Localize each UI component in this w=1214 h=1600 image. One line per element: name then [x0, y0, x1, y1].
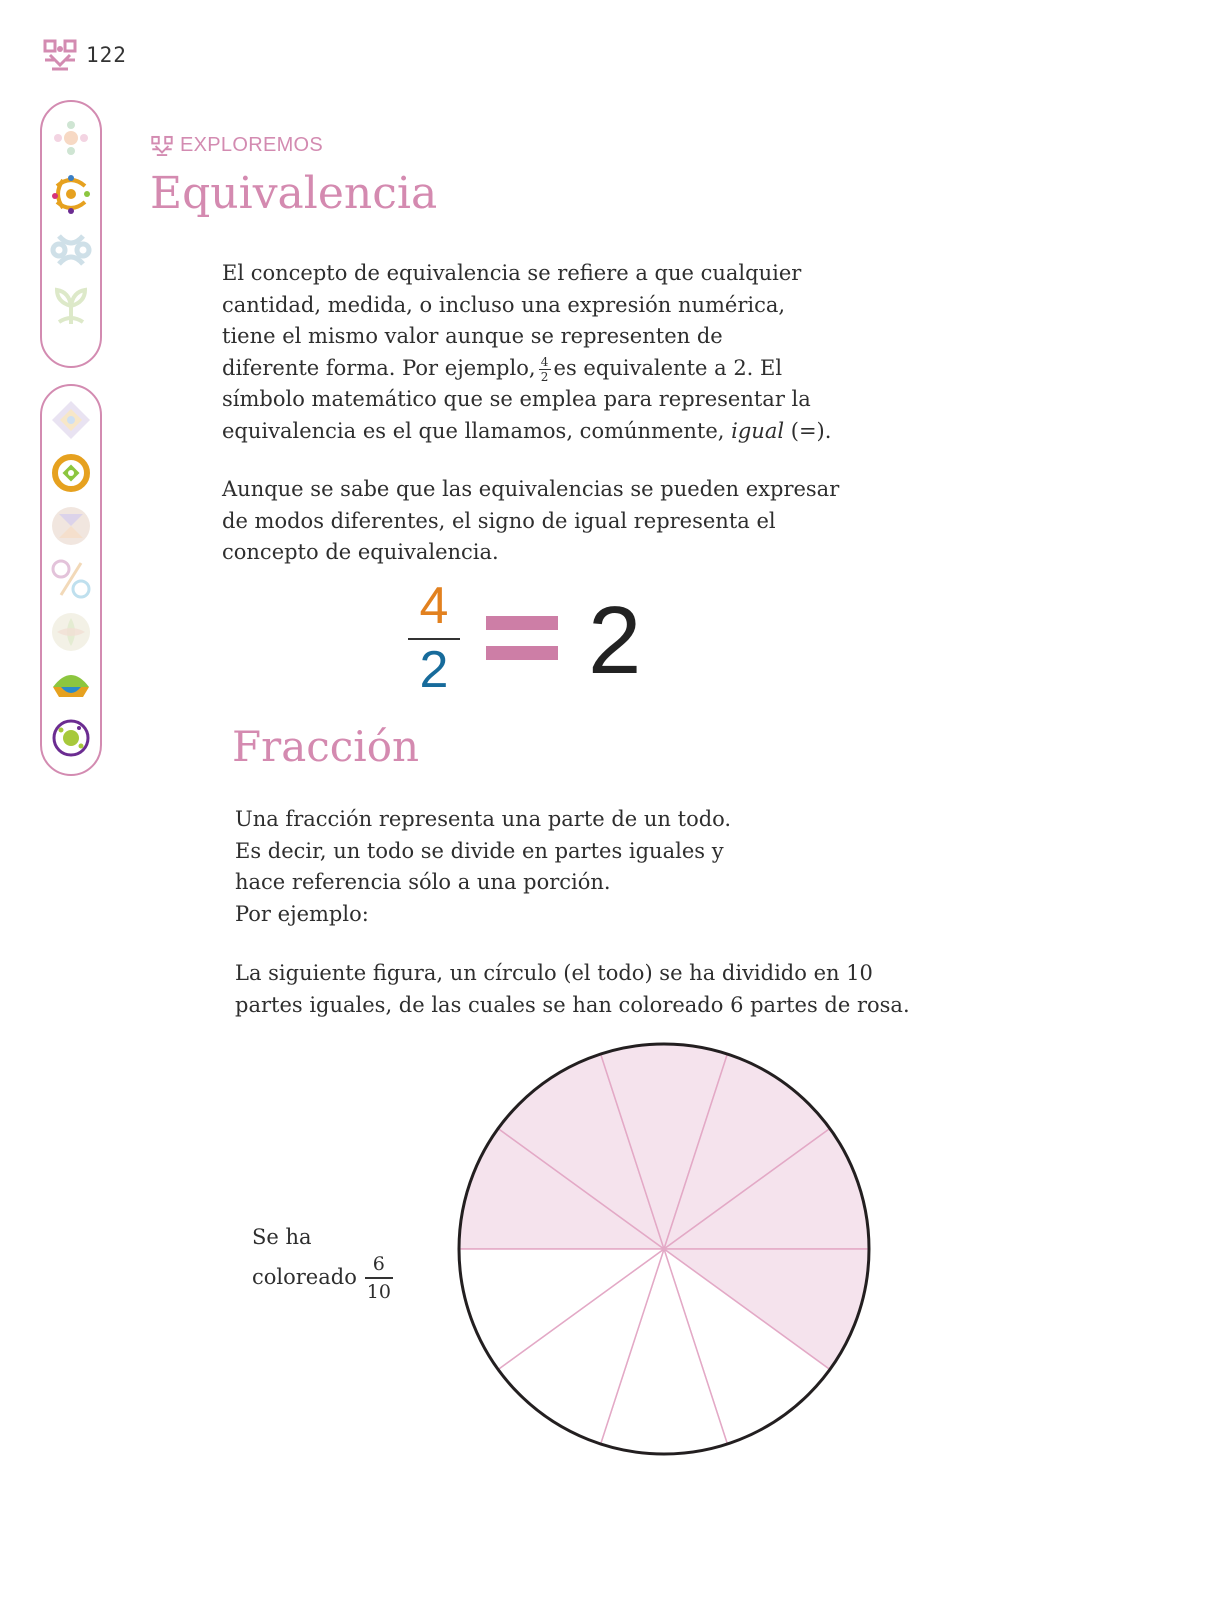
- text-segment: equivalencia es el que llamamos, comúnmente,: [222, 418, 725, 443]
- text-line: Aunque se sabe que las equivalencias se pueden expresar: [222, 477, 840, 501]
- shaded-fraction-denominator: 10: [366, 1280, 391, 1303]
- shaded-label-row: [252, 1253, 393, 1303]
- shaded-label-line1: Se ha: [252, 1225, 312, 1249]
- ring-target-icon[interactable]: [49, 451, 93, 495]
- flower-seed-icon[interactable]: [49, 116, 93, 160]
- equal-sign-bar-top: [486, 616, 558, 630]
- inline-fraction: [539, 356, 551, 383]
- shaded-fraction: [365, 1253, 393, 1303]
- text-line: hace referencia sólo a una porción.: [235, 870, 611, 894]
- text-line: El concepto de equivalencia se refiere a que cualquier: [222, 261, 802, 285]
- section-label-text: EXPLOREMOS: [180, 134, 324, 156]
- globe-half-icon[interactable]: [49, 663, 93, 707]
- big-fraction: [408, 578, 460, 698]
- sprout-icon[interactable]: [49, 284, 93, 328]
- text-line: tiene el mismo valor aunque se representen de: [222, 324, 723, 348]
- text-line-with-italic: [222, 416, 922, 448]
- sidebar-rail-top: [40, 100, 102, 368]
- text-segment: diferente forma. Por ejemplo,: [222, 355, 536, 380]
- text-line: La siguiente figura, un círculo (el todo) se ha dividido en 10: [235, 961, 873, 985]
- text-line: Es decir, un todo se divide en partes iguales y: [235, 838, 724, 863]
- text-line: símbolo matemático que se emplea para representar la: [222, 387, 811, 411]
- sidebar-rail-bottom: [40, 384, 102, 776]
- heading-fraccion: Fracción: [232, 722, 420, 771]
- page-number: 122: [86, 43, 127, 67]
- big-fraction-numerator: 4: [419, 577, 449, 635]
- text-segment: es equivalente a 2. El: [553, 355, 783, 380]
- fraction-circle: [455, 1040, 873, 1458]
- text-line: cantidad, medida, o incluso una expresión numérica,: [222, 292, 786, 317]
- text-line: concepto de equivalencia.: [222, 540, 499, 564]
- fraction-bar: [408, 638, 460, 640]
- page-header: [42, 38, 127, 72]
- paragraph-equivalencia-definition: [222, 258, 922, 447]
- heading-equivalencia: Equivalencia: [150, 168, 438, 219]
- equivalence-equation: [408, 578, 668, 708]
- equation-result: 2: [588, 587, 642, 694]
- equal-sign: [486, 616, 558, 660]
- lotus-icon[interactable]: [49, 610, 93, 654]
- shaded-fraction-label: [252, 1222, 393, 1303]
- text-segment: (=).: [790, 418, 832, 443]
- section-label: [150, 134, 323, 157]
- italic-word: igual: [731, 418, 785, 443]
- shaded-fraction-numerator: 6: [372, 1253, 385, 1275]
- text-line: Por ejemplo:: [235, 901, 369, 926]
- aztec-glyph-icon: [42, 38, 78, 72]
- splash-circle-icon[interactable]: [49, 716, 93, 760]
- text-line: de modos diferentes, el signo de igual representa el: [222, 508, 776, 533]
- text-line: partes iguales, de las cuales se han coloreado 6 partes de rosa.: [235, 992, 910, 1017]
- inline-fraction-numerator: 4: [540, 354, 549, 369]
- text-line-with-fraction: [222, 353, 922, 385]
- shaded-label-line2: coloreado: [252, 1265, 357, 1290]
- paragraph-circle-example: [235, 958, 995, 1021]
- paragraph-equal-sign: [222, 474, 922, 569]
- percent-circles-icon[interactable]: [49, 557, 93, 601]
- paragraph-fraction-definition: [235, 804, 955, 930]
- people-circle-icon[interactable]: [49, 172, 93, 216]
- diamond-compass-icon[interactable]: [49, 398, 93, 442]
- hourglass-circle-icon[interactable]: [49, 504, 93, 548]
- aztec-glyph-icon: [150, 135, 174, 157]
- inline-fraction-denominator: 2: [540, 369, 549, 384]
- equal-sign-bar-bottom: [486, 646, 558, 660]
- text-line: Una fracción representa una parte de un todo.: [235, 807, 732, 831]
- big-fraction-denominator: 2: [419, 641, 449, 699]
- linked-figures-icon[interactable]: [49, 228, 93, 272]
